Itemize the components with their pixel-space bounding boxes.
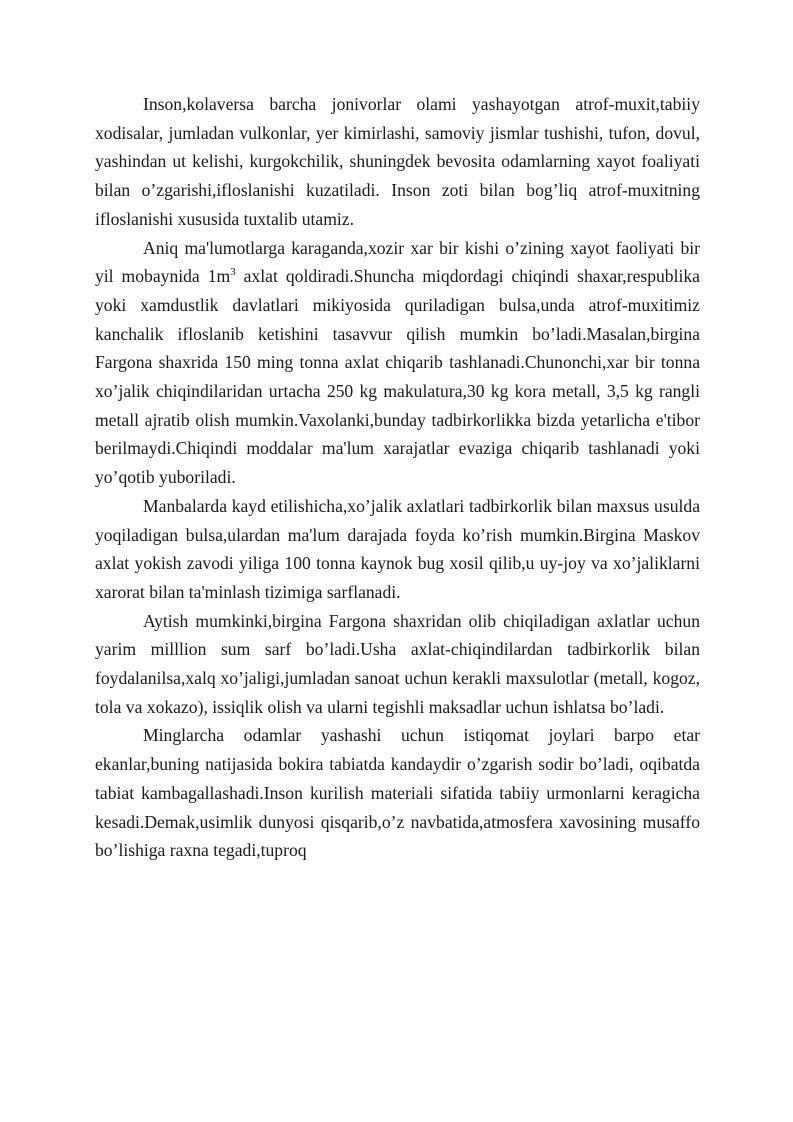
paragraph-3: Manbalarda kayd etilishicha,xo’jalik axlatlari tadbirkorlik bilan maxsus usulda yoqiladigan bulsa,ulardan ma'lum darajada foyda ko’rish mumkin.Birgina Maskov axlat yokish zavodi yiliga 100 tonna kaynok bug xosil qilib,u uy-joy va xo’jaliklarni xarorat bilan ta'minlash tizimiga sarflanadi.	[95, 495, 700, 602]
paragraph-2-text-before: Aniq ma'lumotlarga karaganda,xozir xar bir kishi o’zining xayot faoliyati bir yil mobaynida 1m	[95, 237, 700, 287]
paragraph-2-text-after: axlat qoldiradi.Shuncha miqdordagi chiqindi shaxar,respublika yoki xamdustlik davlatlari mikiyosida quriladigan bulsa,unda atrof-muxitimiz kanchalik ifloslanib ketishini tasavvur qilish mumkin bo’ladi.Masalan,birgina Fargona shaxrida 150 ming tonna axlat chiqarib tashlanadi.Chunonchi,xar bir tonna xo’jalik chiqindilaridan urtacha 250 kg makulatura,30 kg kora metall, 3,5 kg rangli metall ajratib olish mumkin.Vaxolanki,bunday tadbirkorlikka bizda yetarlicha e'tibor berilmaydi.Chiqindi moddalar ma'lum xarajatlar evaziga chiqarib tashlanadi yoki yo’qotib yuboriladi.	[95, 266, 700, 488]
paragraph-1: Inson,kolaversa barcha jonivorlar olami yashayotgan atrof-muxit,tabiiy xodisalar, jumladan vulkonlar, yer kimirlashi, samoviy jismlar tushishi, tufon, dovul, yashindan ut kelishi, kurgokchilik, shuningdek bevosita odamlarning xayot foaliyati bilan o’zgarishi,ifloslanishi kuzatiladi. Inson zoti bilan bog’liq atrof-muxitning ifloslanishi xususida tuxtalib utamiz.	[95, 94, 700, 229]
document-page	[95, 90, 700, 865]
paragraph-2	[95, 234, 700, 492]
paragraph-4: Aytish mumkinki,birgina Fargona shaxridan olib chiqiladigan axlatlar uchun yarim milllion sum sarf bo’ladi.Usha axlat-chiqindilardan tadbirkorlik bilan foydalanilsa,xalq xo’jaligi,jumladan sanoat uchun kerakli maxsulotlar (metall, kogoz, tola va xokazo), issiqlik olish va ularni tegishli maksadlar uchun ishlatsa bo’ladi.	[95, 610, 700, 717]
superscript-cubic: 3	[230, 266, 236, 279]
paragraph-5: Minglarcha odamlar yashashi uchun istiqomat joylari barpo etar ekanlar,buning natijasida bokira tabiatda kandaydir o’zgarish sodir bo’ladi, oqibatda tabiat kambagallashadi.Inson kurilish materiali sifatida tabiiy urmonlarni keragicha kesadi.Demak,usimlik dunyosi qisqarib,o’z navbatida,atmosfera xavosining musaffo bo’lishiga raxna tegadi,tuproq	[95, 725, 700, 861]
